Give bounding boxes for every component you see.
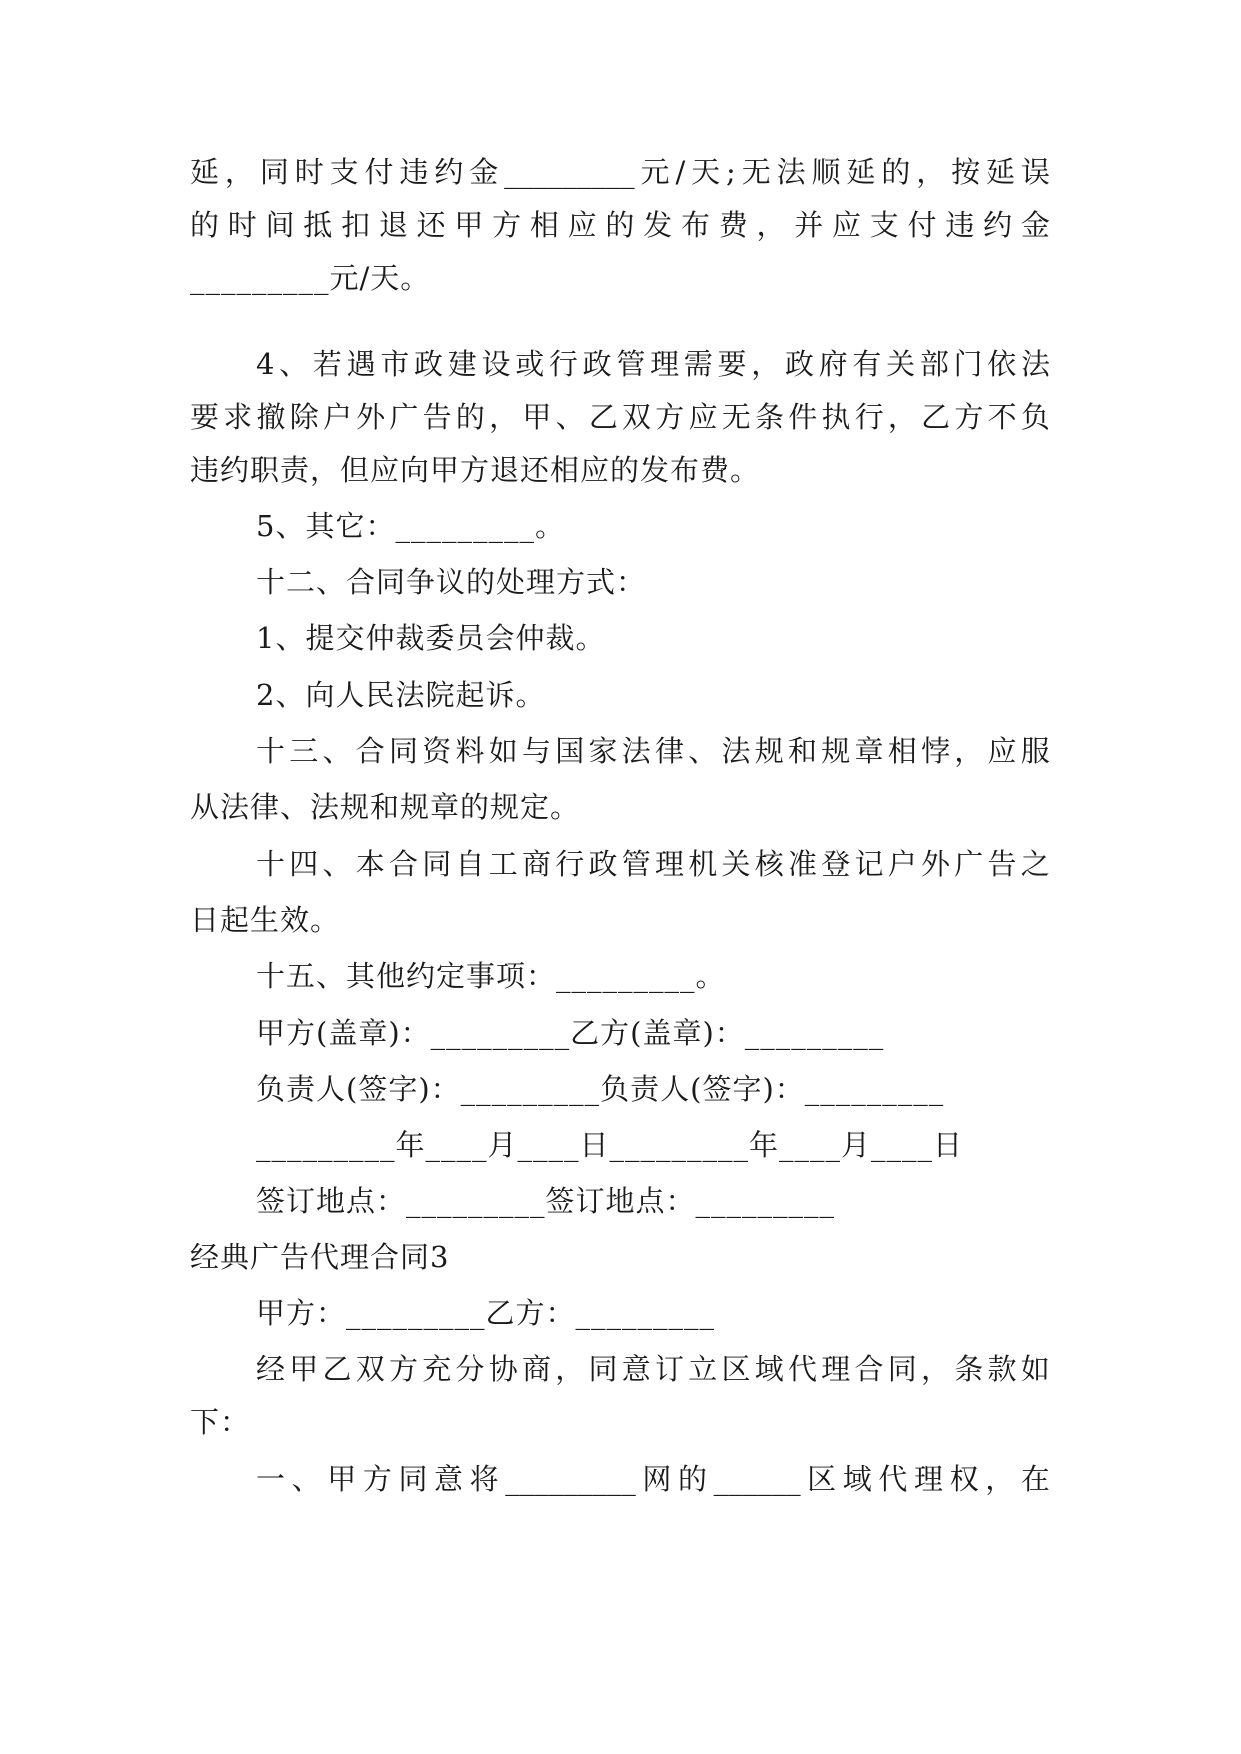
- signature-seal-line: 甲方(盖章)：_________乙方(盖章)：_________: [256, 1016, 885, 1050]
- section-12-item-1: 1、提交仲裁委员会仲裁。: [256, 621, 606, 655]
- paragraph-line-1: 延 ， 同 时 支 付 违 约 金 _________ 元 / 天 ; 无 法 顺 延 的 ， 按 延 误: [190, 155, 1050, 189]
- clause-4-line-1: 4 、 若 遇 市 政 建 设 或 行 政 管 理 需 要 ， 政 府 有 关 部 门 依 法: [256, 347, 1050, 381]
- preamble-line-1: 经 甲 乙 双 方 充 分 协 商 ， 同 意 订 立 区 域 代 理 合 同 ， 条 款 如: [256, 1352, 1050, 1386]
- clause-5: 5、其它：_________。: [256, 509, 565, 543]
- section-13-line-1: 十 三 、 合 同 资 料 如 与 国 家 法 律 、 法 规 和 规 章 相 悖 ， 应 服: [256, 734, 1050, 768]
- article-1-line-1: 一 、 甲 方 同 意 将 _________ 网 的 ______ 区 域 代 理 权 ， 在: [256, 1462, 1050, 1496]
- clause-4-line-2: 要 求 撤 除 户 外 广 告 的 ， 甲 、 乙 双 方 应 无 条 件 执 行 ， 乙 方 不 负: [190, 400, 1050, 434]
- paragraph-line-2: 的 时 间 抵 扣 退 还 甲 方 相 应 的 发 布 费 ， 并 应 支 付 违 约 金: [190, 208, 1050, 242]
- contract-title: 经典广告代理合同3: [190, 1240, 450, 1274]
- paragraph-line-3: _________元/天。: [190, 261, 431, 295]
- clause-4-line-3: 违约职责，但应向甲方退还相应的发布费。: [190, 453, 761, 487]
- signature-place-line: 签订地点：_________签订地点：_________: [256, 1184, 836, 1218]
- section-12-heading: 十二、合同争议的处理方式：: [256, 565, 647, 599]
- section-12-item-2: 2、向人民法院起诉。: [256, 678, 546, 712]
- preamble-line-2: 下：: [190, 1405, 251, 1439]
- signature-date-line: _________年____月____日_________年____月____日: [256, 1128, 964, 1162]
- parties-line: 甲方：_________乙方：_________: [256, 1296, 716, 1330]
- section-14-line-2: 日起生效。: [190, 903, 341, 937]
- section-14-line-1: 十 四 、 本 合 同 自 工 商 行 政 管 理 机 关 核 准 登 记 户 外 广 告 之: [256, 847, 1050, 881]
- signature-person-line: 负责人(签字)：_________负责人(签字)：_________: [256, 1072, 945, 1106]
- section-13-line-2: 从法律、法规和规章的规定。: [190, 790, 581, 824]
- section-15: 十五、其他约定事项：_________。: [256, 959, 726, 993]
